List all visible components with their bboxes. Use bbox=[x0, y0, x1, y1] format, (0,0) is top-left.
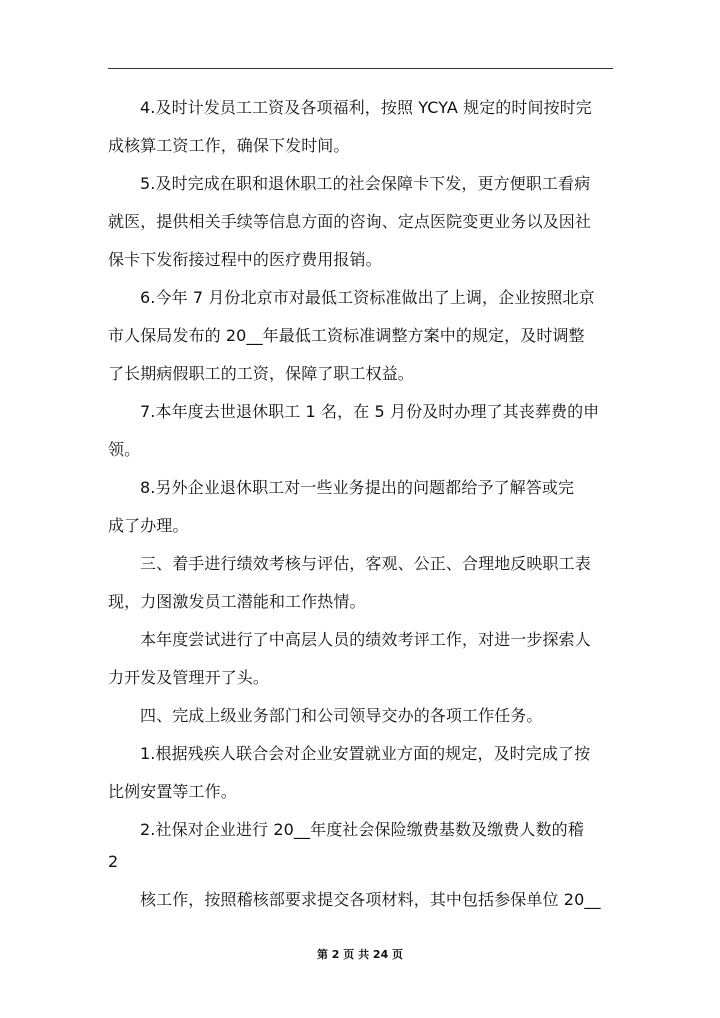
paragraph-line: 领。 bbox=[108, 440, 141, 459]
paragraph-line: 8.另外企业退休职工对一些业务提出的问题都给予了解答或完 bbox=[140, 478, 575, 497]
paragraph-line: 保卡下发衔接过程中的医疗费用报销。 bbox=[108, 250, 382, 269]
paragraph-line: 5.及时完成在职和退休职工的社会保障卡下发，更方便职工看病 bbox=[140, 174, 591, 193]
paragraph-line: 7.本年度去世退休职工 1 名，在 5 月份及时办理了其丧葬费的申 bbox=[140, 402, 600, 421]
paragraph-line: 力开发及管理开了头。 bbox=[108, 668, 270, 687]
paragraph-line: 4.及时计发员工工资及各项福利，按照 YCYA 规定的时间按时完 bbox=[140, 98, 592, 117]
paragraph-line: 核工作，按照稽核部要求提交各项材料，其中包括参保单位 20__ bbox=[140, 890, 601, 909]
paragraph-line: 本年度尝试进行了中高层人员的绩效考评工作，对进一步探索人 bbox=[140, 630, 591, 649]
paragraph-line: 现，力图激发员工潜能和工作热情。 bbox=[108, 592, 366, 611]
header-rule bbox=[108, 68, 613, 69]
paragraph-line: 1.根据残疾人联合会对企业安置就业方面的规定，及时完成了按 bbox=[140, 744, 591, 763]
paragraph-line: 了长期病假职工的工资，保障了职工权益。 bbox=[108, 364, 414, 383]
paragraph-line: 三、着手进行绩效考核与评估，客观、公正、合理地反映职工表 bbox=[140, 554, 591, 573]
paragraph-line: 成核算工资工作，确保下发时间。 bbox=[108, 136, 350, 155]
page-footer: 第 2 页 共 24 页 bbox=[316, 948, 404, 961]
paragraph-line: 四、完成上级业务部门和公司领导交办的各项工作任务。 bbox=[140, 706, 543, 725]
paragraph-line: 6.今年 7 月份北京市对最低工资标准做出了上调，企业按照北京 bbox=[140, 288, 595, 307]
paragraph-line: 比例安置等工作。 bbox=[108, 782, 237, 801]
stray-page-number: 2 bbox=[108, 852, 119, 871]
paragraph-line: 就医，提供相关手续等信息方面的咨询、定点医院变更业务以及因社 bbox=[108, 212, 592, 231]
paragraph-line: 市人保局发布的 20__年最低工资标准调整方案中的规定，及时调整 bbox=[108, 326, 585, 345]
paragraph-line: 成了办理。 bbox=[108, 516, 189, 535]
paragraph-line: 2.社保对企业进行 20__年度社会保险缴费基数及缴费人数的稽 bbox=[140, 820, 584, 839]
